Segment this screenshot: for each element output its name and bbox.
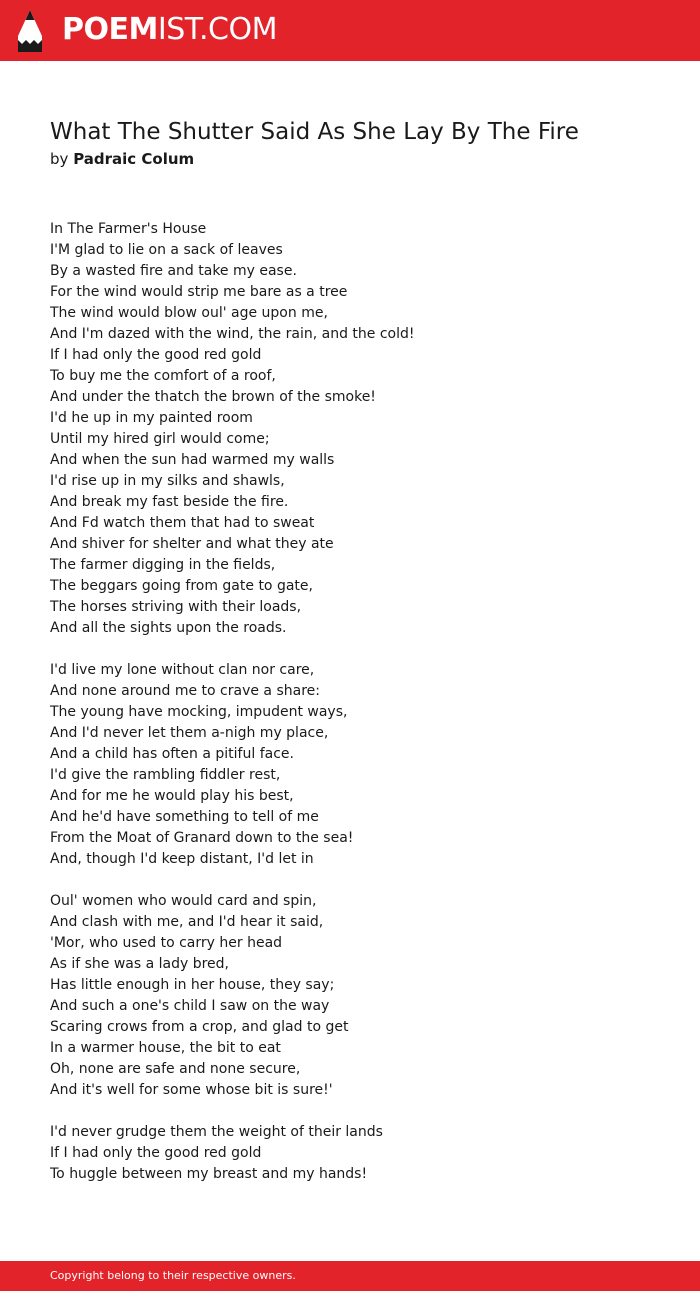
logo-brand-bold: POEM [62,12,158,47]
by-label: by [50,150,69,168]
poem-line: By a wasted fire and take my ease. [50,263,297,279]
poem-line: The horses striving with their loads, [50,599,302,615]
poem-title: What The Shutter Said As She Lay By The Fire [50,119,579,145]
poem-line: I'd live my lone without clan nor care, [50,662,315,678]
poem-stanza [50,219,670,639]
poem-line: 'Mor, who used to carry her head [50,935,283,951]
poem-line: And break my fast beside the fire. [50,494,289,510]
poem-line: And, though I'd keep distant, I'd let in [50,851,314,867]
poem-line: If I had only the good red gold [50,1145,262,1161]
poem-line: As if she was a lady bred, [50,956,229,972]
author-name[interactable]: Padraic Colum [73,150,195,168]
poem-line: I'd he up in my painted room [50,410,253,426]
poem-line: The young have mocking, impudent ways, [50,704,348,720]
copyright-text: Copyright belong to their respective owners. [50,1269,296,1282]
poem-line: And Fd watch them that had to sweat [50,515,315,531]
poem-line: If I had only the good red gold [50,347,262,363]
poem-line: I'd never grudge them the weight of their lands [50,1124,383,1140]
poem-line: And when the sun had warmed my walls [50,452,335,468]
poem-line: Until my hired girl would come; [50,431,270,447]
poem-line: The wind would blow oul' age upon me, [50,305,328,321]
poem-line: And under the thatch the brown of the smoke! [50,389,376,405]
poem-line: I'd rise up in my silks and shawls, [50,473,285,489]
poem-line: In a warmer house, the bit to eat [50,1040,281,1056]
poem-line: And it's well for some whose bit is sure!' [50,1082,333,1098]
poem-line: And clash with me, and I'd hear it said, [50,914,324,930]
site-footer [0,1261,700,1291]
poem-line: To huggle between my breast and my hands! [50,1166,368,1182]
site-header [0,0,700,61]
poem-line: And shiver for shelter and what they ate [50,536,334,552]
pencil-tip-icon[interactable] [18,10,42,52]
poem-line: And he'd have something to tell of me [50,809,319,825]
poem-line: I'M glad to lie on a sack of leaves [50,242,283,258]
poem-line: And a child has often a pitiful face. [50,746,294,762]
poem-line: The farmer digging in the fields, [50,557,276,573]
site-logo[interactable] [62,12,277,48]
poem-line: The beggars going from gate to gate, [50,578,313,594]
poem-line: And none around me to crave a share: [50,683,320,699]
poem-line: From the Moat of Granard down to the sea! [50,830,354,846]
poem-line: Oh, none are safe and none secure, [50,1061,301,1077]
poem-line: Scaring crows from a crop, and glad to get [50,1019,349,1035]
poem-line: I'd give the rambling fiddler rest, [50,767,281,783]
poem-body [50,219,670,1206]
poem-line: Oul' women who would card and spin, [50,893,317,909]
poem-stanza [50,660,670,870]
poem-line: To buy me the comfort of a roof, [50,368,276,384]
poem-line: And for me he would play his best, [50,788,294,804]
byline [50,149,194,169]
poem-line: And I'm dazed with the wind, the rain, and the cold! [50,326,415,342]
poem-line: And such a one's child I saw on the way [50,998,330,1014]
poem-line: And I'd never let them a-nigh my place, [50,725,329,741]
poem-line: Has little enough in her house, they say; [50,977,335,993]
poem-line: In The Farmer's House [50,221,207,237]
logo-brand-light: IST.COM [157,12,277,47]
poem-stanza [50,1122,670,1185]
poem-stanza [50,891,670,1101]
poem-line: And all the sights upon the roads. [50,620,287,636]
poem-line: For the wind would strip me bare as a tree [50,284,348,300]
